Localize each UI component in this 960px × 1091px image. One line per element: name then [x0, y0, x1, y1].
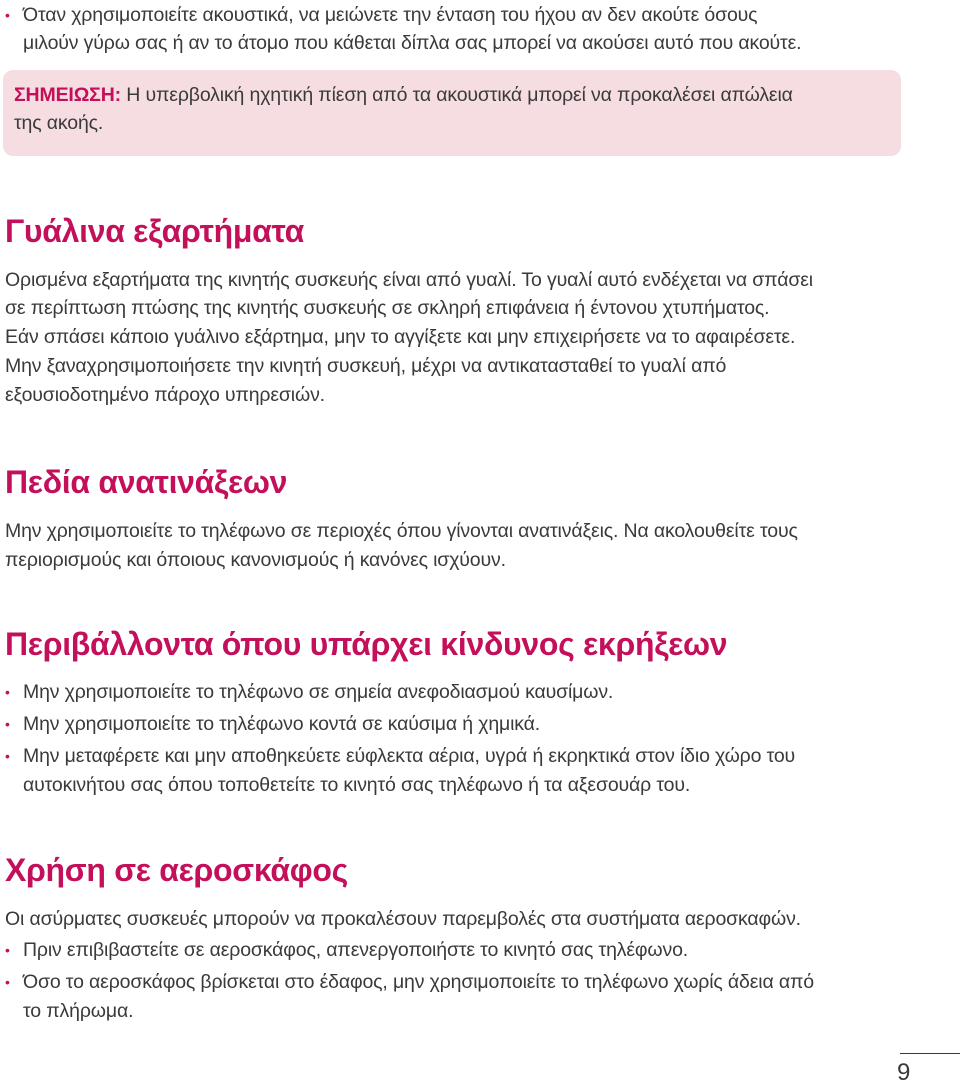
explosive-bullet-2-text: Μην χρησιμοποιείτε το τηλέφωνο κοντά σε καύσιμα ή χημικά.: [23, 713, 541, 735]
bullet-icon: •: [5, 716, 10, 732]
blasting-line-2: περιορισμούς και όποιους κανονισμούς ή κανόνες ισχύουν.: [5, 549, 506, 571]
glass-line-2: σε περίπτωση πτώσης της κινητής συσκευής σε σκληρή επιφάνεια ή έντονου χτυπήματος.: [5, 297, 770, 319]
bullet-icon: •: [5, 748, 10, 764]
note-text-1: Η υπερβολική ηχητική πίεση από τα ακουστικά μπορεί να προκαλέσει απώλεια: [121, 84, 793, 106]
note-line-2: της ακοής.: [14, 112, 104, 134]
heading-blasting-areas: Πεδία ανατινάξεων: [5, 464, 288, 500]
explosive-bullet-3-continuation: αυτοκινήτου σας όπου τοποθετείτε το κινητό σας τηλέφωνο ή τα αξεσουάρ του.: [23, 774, 691, 796]
page-number-rule: [900, 1053, 960, 1054]
glass-line-4: Μην ξαναχρησιμοποιήσετε την κινητή συσκευή, μέχρι να αντικατασταθεί το γυαλί από: [5, 355, 727, 377]
bullet-icon: •: [5, 942, 10, 958]
intro-bullet-line-2: μιλούν γύρω σας ή αν το άτομο που κάθεται δίπλα σας μπορεί να ακούσει αυτό που ακούτε.: [23, 32, 802, 54]
aircraft-bullet-1-text: Πριν επιβιβαστείτε σε αεροσκάφος, απενεργοποιήστε το κινητό σας τηλέφωνο.: [23, 939, 689, 961]
explosive-bullet-1-text: Μην χρησιμοποιείτε το τηλέφωνο σε σημεία ανεφοδιασμού καυσίμων.: [23, 681, 614, 703]
aircraft-bullet-2-text: Όσο το αεροσκάφος βρίσκεται στο έδαφος, μην χρησιμοποιείτε το τηλέφωνο χωρίς άδεια από: [23, 971, 814, 993]
note-label: ΣΗΜΕΙΩΣΗ:: [14, 84, 122, 106]
aircraft-bullet-2-continuation: το πλήρωμα.: [23, 1000, 134, 1022]
blasting-line-1: Μην χρησιμοποιείτε το τηλέφωνο σε περιοχές όπου γίνονται ανατινάξεις. Να ακολουθείτε τους: [5, 520, 798, 542]
explosive-bullet-3-text: Μην μεταφέρετε και μην αποθηκεύετε εύφλεκτα αέρια, υγρά ή εκρηκτικά στον ίδιο χώρο του: [23, 745, 796, 767]
glass-line-1: Ορισμένα εξαρτήματα της κινητής συσκευής είναι από γυαλί. Το γυαλί αυτό ενδέχεται να σπάσει: [5, 269, 813, 291]
glass-line-5: εξουσιοδοτημένο πάροχο υπηρεσιών.: [5, 384, 325, 406]
note-line-1: [14, 81, 793, 109]
glass-line-3: Εάν σπάσει κάποιο γυάλινο εξάρτημα, μην το αγγίξετε και μην επιχειρήσετε να το αφαιρέσετε.: [5, 326, 796, 348]
bullet-icon: •: [5, 7, 10, 23]
page-number: 9: [897, 1059, 911, 1086]
heading-explosive-atmospheres: Περιβάλλοντα όπου υπάρχει κίνδυνος εκρήξεων: [5, 626, 728, 662]
intro-bullet-line-1: Όταν χρησιμοποιείτε ακουστικά, να μειώνετε την ένταση του ήχου αν δεν ακούτε όσους: [23, 4, 758, 26]
aircraft-intro: Οι ασύρματες συσκευές μπορούν να προκαλέσουν παρεμβολές στα συστήματα αεροσκαφών.: [5, 908, 801, 930]
heading-glass-parts: Γυάλινα εξαρτήματα: [5, 213, 304, 249]
bullet-icon: •: [5, 974, 10, 990]
heading-in-aircraft: Χρήση σε αεροσκάφος: [5, 852, 348, 888]
bullet-icon: •: [5, 684, 10, 700]
